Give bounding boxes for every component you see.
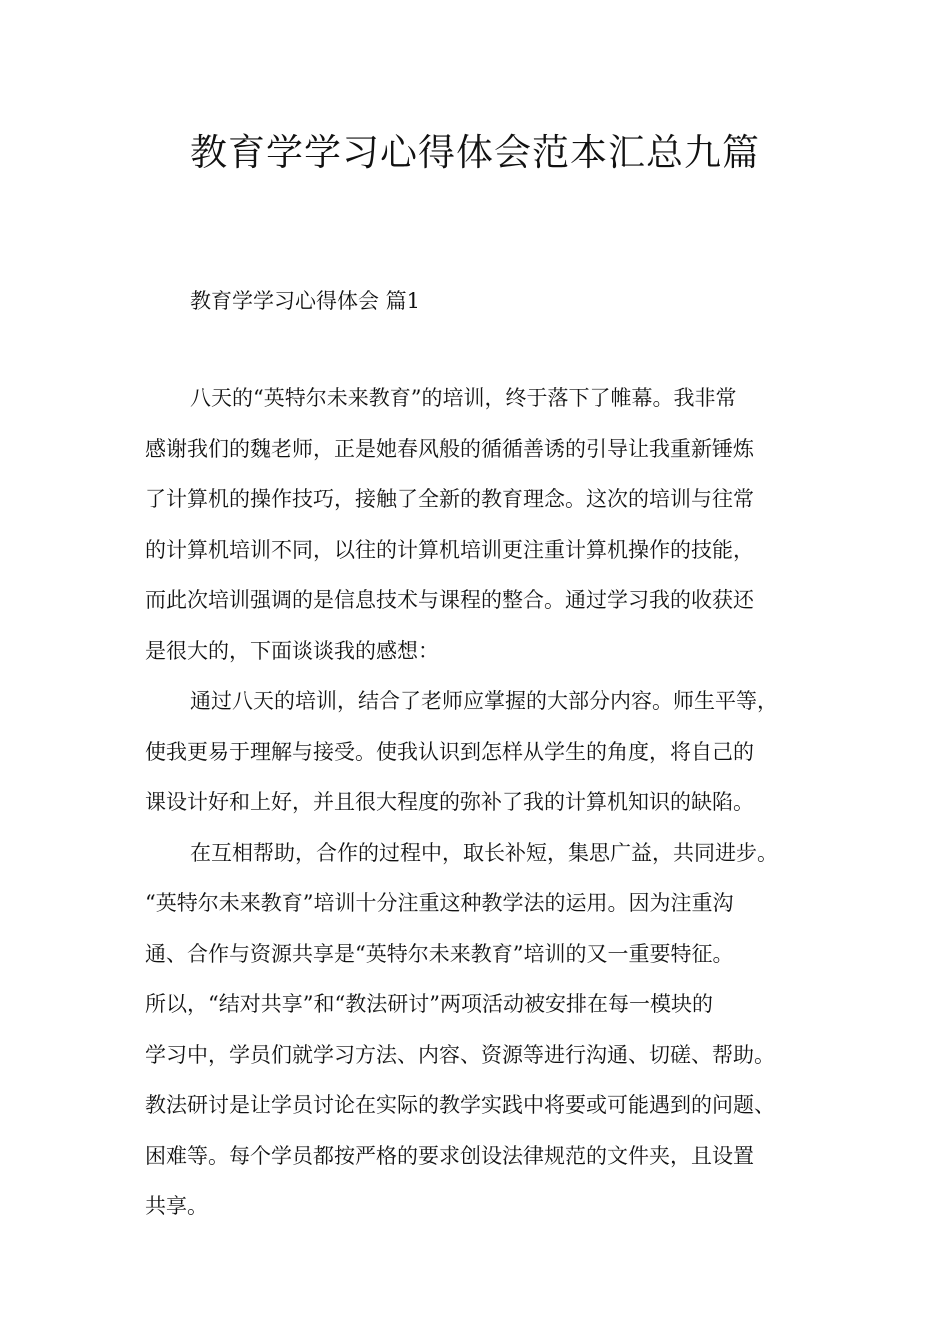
paragraph-line: 了计算机的操作技巧，接触了全新的教育理念。这次的培训与往常 — [145, 487, 754, 511]
paragraph-line: 通、合作与资源共享是“英特尔未来教育”培训的又一重要特征。 — [145, 941, 734, 966]
paragraph-line: 学习中，学员们就学习方法、内容、资源等进行沟通、切磋、帮助。 — [145, 1042, 775, 1067]
paragraph-line: 在互相帮助，合作的过程中，取长补短，集思广益，共同进步。 — [190, 840, 778, 865]
paragraph-line: “英特尔未来教育”培训十分注重这种教学法的运用。因为注重沟 — [145, 891, 734, 915]
paragraph-line: 感谢我们的魏老师，正是她春风般的循循善诱的引导让我重新锤炼 — [145, 436, 754, 461]
body-text — [145, 381, 835, 1240]
paragraph-line: 是很大的，下面谈谈我的感想： — [145, 638, 439, 663]
paragraph-line: 而此次培训强调的是信息技术与课程的整合。通过学习我的收获还 — [145, 588, 754, 612]
paragraph-line: 的计算机培训不同，以往的计算机培训更注重计算机操作的技能， — [145, 537, 754, 562]
paragraph-line: 通过八天的培训，结合了老师应掌握的大部分内容。师生平等， — [190, 689, 778, 713]
paragraph-line: 课设计好和上好，并且很大程度的弥补了我的计算机知识的缺陷。 — [145, 790, 754, 814]
paragraph-line: 所以，“结对共享”和“教法研讨”两项活动被安排在每一模块的 — [145, 992, 713, 1016]
section-heading: 教育学学习心得体会 篇1 — [190, 289, 421, 313]
paragraph-line: 使我更易于理解与接受。使我认识到怎样从学生的角度，将自己的 — [145, 739, 754, 764]
document-title: 教育学学习心得体会范本汇总九篇 — [190, 131, 760, 174]
paragraph-line: 八天的“英特尔未来教育”的培训，终于落下了帷幕。我非常 — [190, 386, 737, 410]
paragraph-line: 困难等。每个学员都按严格的要求创设法律规范的文件夹，且设置 — [145, 1143, 754, 1168]
paragraph-line: 教法研讨是让学员讨论在实际的教学实践中将要或可能遇到的问题、 — [145, 1093, 775, 1117]
paragraph-line: 共享。 — [145, 1194, 208, 1218]
